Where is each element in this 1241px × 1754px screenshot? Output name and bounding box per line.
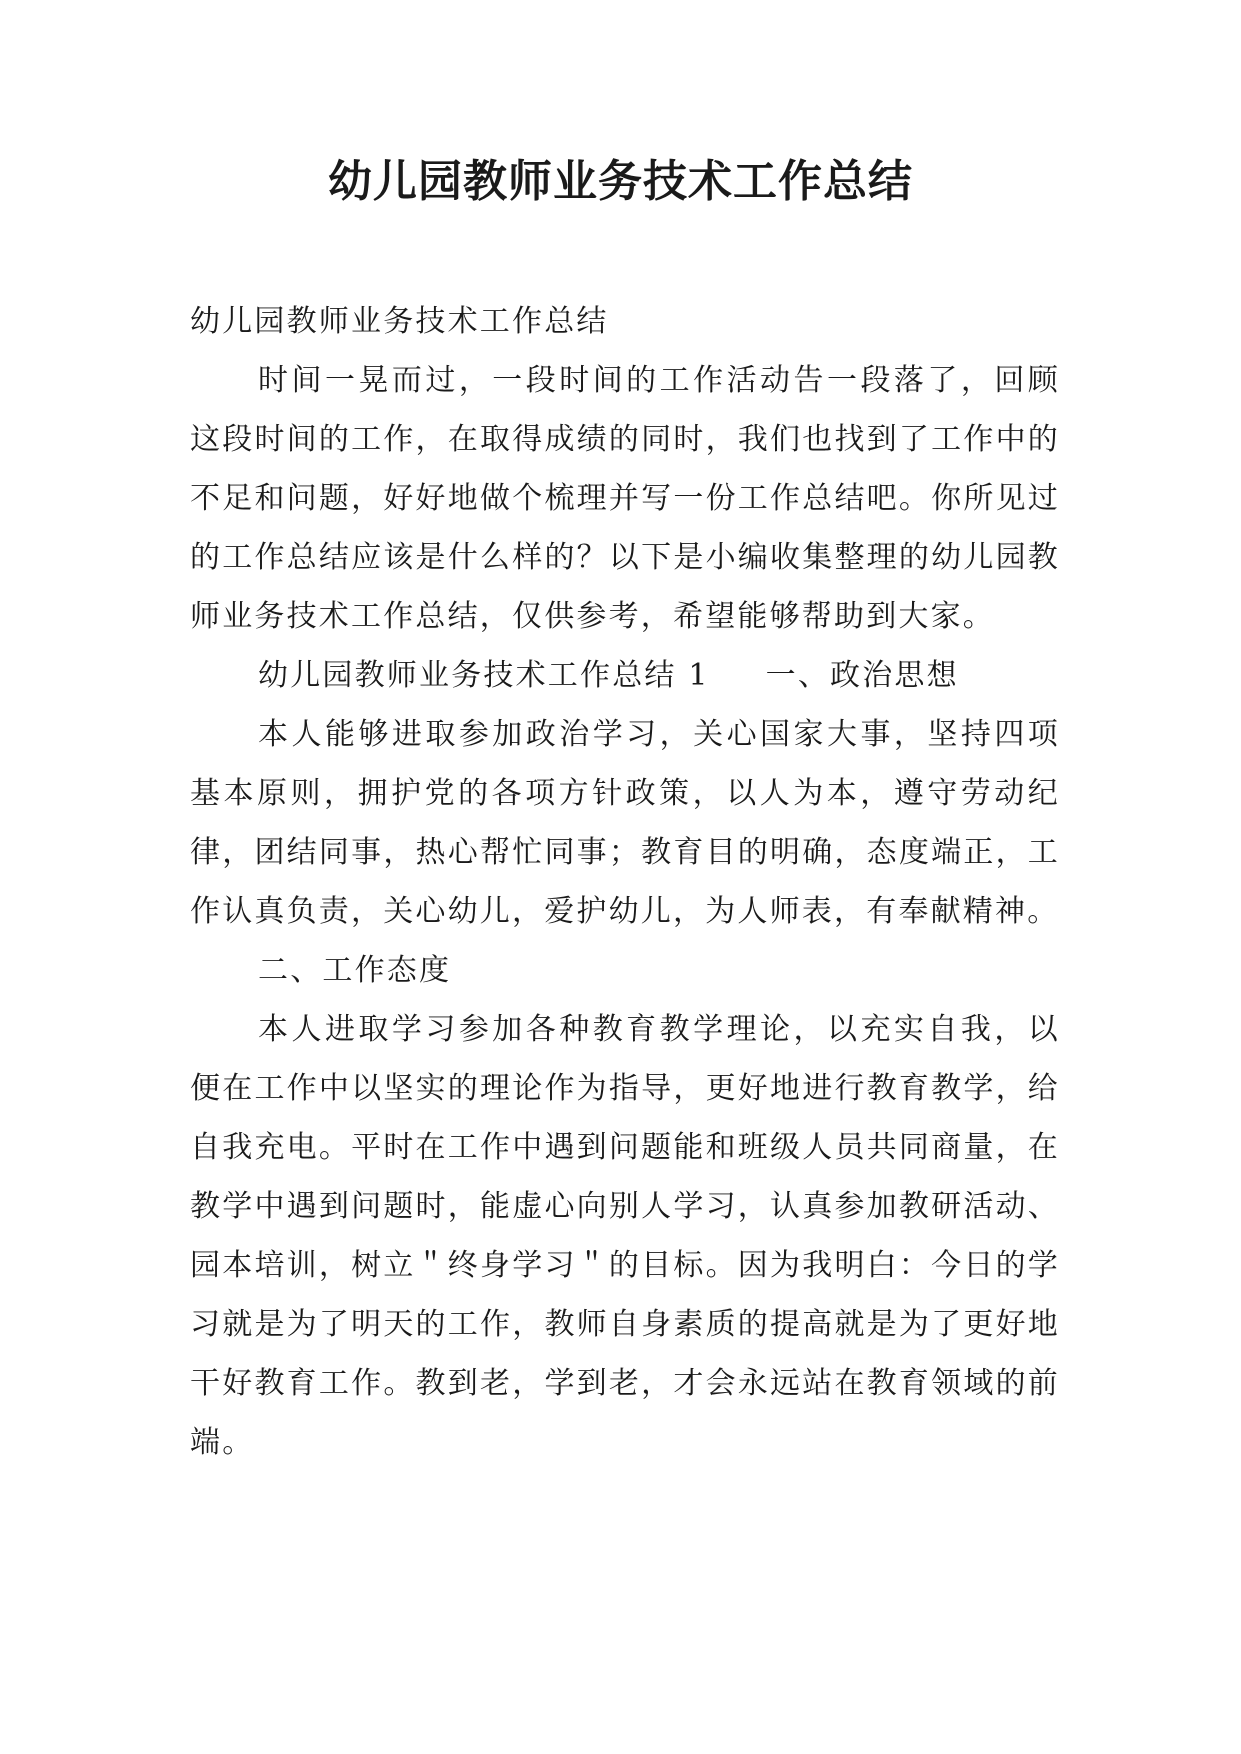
document-subtitle: 幼儿园教师业务技术工作总结: [190, 304, 609, 339]
intro-paragraph: 时间一晃而过，一段时间的工作活动告一段落了，回顾这段时间的工作，在取得成绩的同时，我们也找到了工作中的不足和问题，好好地做个梳理并写一份工作总结吧。你所见过的工作总结应该是什么样的？以下是小编收集整理的幼儿园教师业务技术工作总结，仅供参考，希望能够帮助到大家。: [190, 363, 1060, 634]
section-1-heading-line: [190, 646, 1060, 705]
document-body: [190, 292, 1060, 1472]
section-1-subheading: 一、政治思想: [765, 658, 959, 693]
document-title: 幼儿园教师业务技术工作总结: [328, 156, 913, 207]
section-2-heading: 二、工作态度: [258, 953, 452, 988]
politics-paragraph: 本人能够进取参加政治学习，关心国家大事，坚持四项基本原则，拥护党的各项方针政策，以人为本，遵守劳动纪律，团结同事，热心帮忙同事；教育目的明确，态度端正，工作认真负责，关心幼儿，爱护幼儿，为人师表，有奉献精神。: [190, 717, 1060, 929]
section-1-heading: 幼儿园教师业务技术工作总结 1: [258, 658, 710, 693]
attitude-paragraph: 本人进取学习参加各种教育教学理论，以充实自我，以便在工作中以坚实的理论作为指导，更好地进行教育教学，给自我充电。平时在工作中遇到问题能和班级人员共同商量，在教学中遇到问题时，能虚心向别人学习，认真参加教研活动、园本培训，树立＂终身学习＂的目标。因为我明白：今日的学习就是为了明天的工作，教师自身素质的提高就是为了更好地干好教育工作。教到老，学到老，才会永远站在教育领域的前端。: [190, 1012, 1060, 1460]
